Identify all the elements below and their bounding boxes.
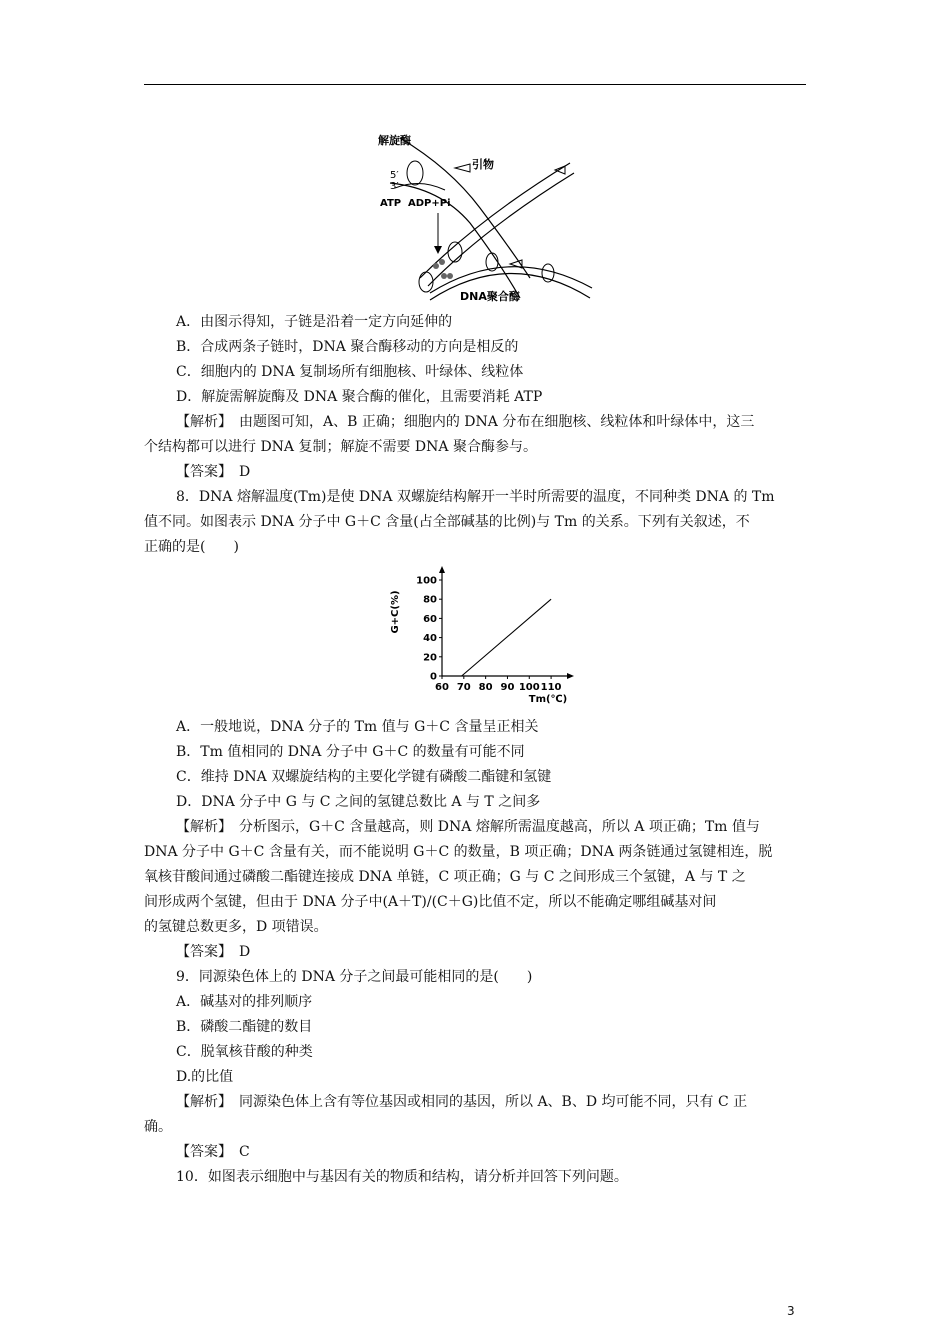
q9-option-b: B．磷酸二酯键的数目 [176,1019,313,1035]
chart-ylabel: G+C(%) [390,590,401,634]
q10-stem: 10．如图表示细胞中与基因有关的物质和结构，请分析并回答下列问题。 [176,1169,628,1185]
chart-series-line [462,599,551,676]
q8-analysis-line-1: 【解析】 分析图示，G＋C 含量越高，则 DNA 熔解所需温度越高，所以 A 项正确；Tm 值与 [176,819,760,835]
q7-option-d: D．解旋需解旋酶及 DNA 聚合酶的催化，且需要消耗 ATP [176,389,543,405]
q8-analysis-line-4: 间形成两个氢键，但由于 DNA 分子中(A＋T)/(C＋G)比值不定，所以不能确定哪组碱基对间 [144,894,717,910]
q8-answer: 【答案】 D [176,944,251,960]
nucleotide-dot [447,273,453,279]
nucleotide-dot [433,263,439,269]
q8-stem-line-3: 正确的是( ) [144,539,239,555]
nucleotide-dot [441,273,447,279]
header-rule [144,84,806,85]
page-number: 3 [787,1304,795,1318]
polymerase-shape-2 [419,272,433,292]
q7-option-c: C．细胞内的 DNA 复制场所有细胞核、叶绿体、线粒体 [176,364,524,380]
q7-answer: 【答案】 D [176,464,251,480]
q8-option-d: D．DNA 分子中 G 与 C 之间的氢键总数比 A 与 T 之间多 [176,794,541,810]
chart-y-tick-label: 100 [416,575,437,587]
label-dna-polymerase: DNA聚合酶 [460,290,520,303]
chart-y-tick-label: 0 [430,671,437,683]
q9-analysis-line-1: 【解析】 同源染色体上含有等位基因或相同的基因，所以 A、B、D 均可能不同，只有 C 正 [176,1094,748,1110]
chart-y-tick-label: 40 [423,633,437,645]
q8-analysis-line-5: 的氢键总数更多，D 项错误。 [144,919,328,935]
primer-arrow [455,164,470,172]
leading-strand-2 [428,173,574,286]
label-helicase: 解旋酶 [378,134,411,147]
chart-x-tick-label: 80 [478,682,493,693]
chart-x-arrowhead [567,673,574,679]
chart-x-tick-label: 110 [540,682,562,693]
q8-stem-line-2: 值不同。如图表示 DNA 分子中 G＋C 含量(占全部碱基的比例)与 Tm 的关系。下列有关叙述，不 [144,514,750,530]
label-primer: 引物 [472,158,494,171]
label-adp: ADP+Pi [408,198,451,209]
dna-replication-diagram [360,128,600,308]
chart-x-tick-label: 60 [435,682,449,693]
down-arrowhead [434,246,442,254]
helicase-shape [407,161,423,185]
label-3prime: 3′ [390,181,399,192]
label-atp: ATP [380,198,402,209]
q8-option-b: B．Tm 值相同的 DNA 分子中 G＋C 的数量有可能不同 [176,744,525,760]
q9-option-c: C．脱氧核苷酸的种类 [176,1044,313,1060]
q8-option-a: A．一般地说，DNA 分子的 Tm 值与 G＋C 含量呈正相关 [176,719,539,735]
q9-answer: 【答案】 C [176,1144,250,1160]
chart-x-tick-label: 90 [500,682,515,693]
chart-xlabel: Tm(℃) [528,694,568,705]
q8-analysis-line-3: 氧核苷酸间通过磷酸二酯键连接成 DNA 单链，C 项正确；G 与 C 之间形成三个氢键，A 与 T 之 [144,869,746,885]
chart-y-arrowhead [439,566,445,573]
nucleotide-dot [439,259,445,265]
q7-option-b: B．合成两条子链时，DNA 聚合酶移动的方向是相反的 [176,339,519,355]
q8-analysis-line-2: DNA 分子中 G＋C 含量有关，而不能说明 G＋C 的数量，B 项正确；DNA 两条链通过氢键相连，脱 [144,844,773,860]
q8-stem-line-1: 8．DNA 熔解温度(Tm)是使 DNA 双螺旋结构解开一半时所需要的温度，不同种类 DNA 的 Tm [176,489,775,505]
gc-tm-chart [370,562,580,710]
q8-option-c: C．维持 DNA 双螺旋结构的主要化学键有磷酸二酯键和氢键 [176,769,552,785]
chart-y-tick-label: 80 [423,594,437,606]
chart-x-tick-label: 100 [518,682,540,693]
q7-analysis-line-1: 【解析】 由题图可知，A、B 正确；细胞内的 DNA 分布在细胞核、线粒体和叶绿体中，这三 [176,414,755,430]
label-5prime: 5′ [390,170,399,181]
q9-analysis-line-2: 确。 [144,1119,172,1135]
q9-option-d: D.的比值 [176,1069,234,1085]
q7-option-a: A．由图示得知，子链是沿着一定方向延伸的 [176,314,453,330]
q9-option-a: A．碱基对的排列顺序 [176,994,313,1010]
q9-stem: 9．同源染色体上的 DNA 分子之间最可能相同的是( ) [176,969,533,985]
chart-y-tick-label: 20 [423,652,437,664]
q7-analysis-line-2: 个结构都可以进行 DNA 复制；解旋不需要 DNA 聚合酶参与。 [144,439,537,455]
chart-x-tick-label: 70 [456,682,471,693]
chart-y-tick-label: 60 [423,613,437,625]
